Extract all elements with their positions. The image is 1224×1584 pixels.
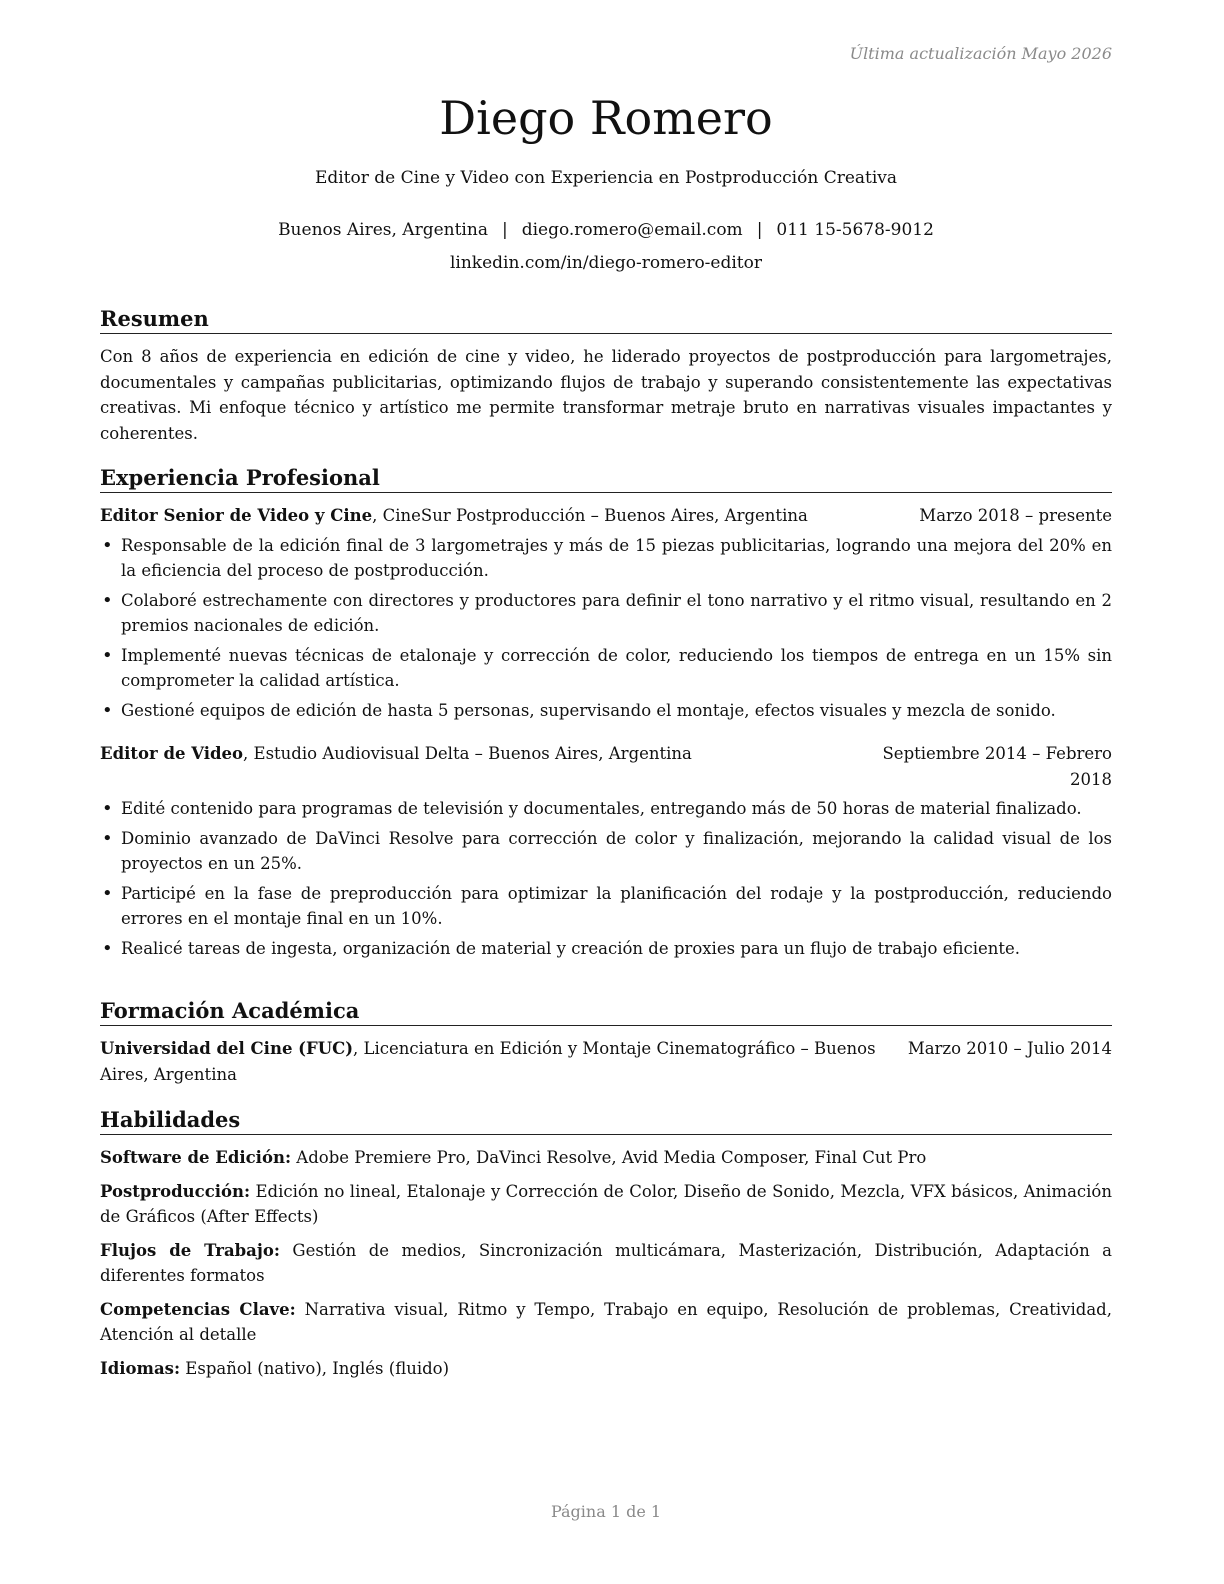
education-dates: Marzo 2010 – Julio 2014 <box>907 1039 1112 1058</box>
list-item: • Dominio avanzado de DaVinci Resolve para corrección de color y finalización, mejorando la calidad visual de los proyectos en un 25%. <box>100 826 1112 877</box>
job-bullets <box>100 796 1112 961</box>
page-number: Página 1 de 1 <box>550 1502 662 1521</box>
summary-section <box>100 305 1112 446</box>
job-header <box>100 741 1112 792</box>
list-item: • Implementé nuevas técnicas de etalonaje y corrección de color, reduciendo los tiempos de entrega en un 15% sin comprometer la calidad artística. <box>100 643 1112 694</box>
last-updated: Última actualización Mayo 2026 <box>849 44 1112 63</box>
skill-row <box>100 1145 1112 1171</box>
skill-value: Edición no lineal, Etalonaje y Corrección de Color, Diseño de Sonido, Mezcla, VFX básicos, Animación de Gráficos (After Effects) <box>100 1181 1112 1226</box>
list-item: • Realicé tareas de ingesta, organización de material y creación de proxies para un flujo de trabajo eficiente. <box>100 936 1112 962</box>
skill-label: Software de Edición: <box>100 1148 292 1167</box>
skill-value: Español (nativo), Inglés (fluido) <box>180 1358 450 1378</box>
list-item: • Gestioné equipos de edición de hasta 5 personas, supervisando el montaje, efectos visuales y mezcla de sonido. <box>100 698 1112 724</box>
job-role: Editor Senior de Video y Cine <box>100 506 373 525</box>
candidate-name: Diego Romero <box>439 91 773 145</box>
job-dates: Marzo 2018 – presente <box>919 506 1112 525</box>
job-entry <box>100 741 1112 961</box>
skill-label: Flujos de Trabajo: <box>100 1240 280 1260</box>
phone-number: 011 15-5678-9012 <box>776 220 934 240</box>
education-section <box>100 997 1112 1091</box>
job-role: Editor de Video <box>100 744 244 763</box>
skill-label: Idiomas: <box>100 1358 181 1378</box>
location: Buenos Aires, Argentina <box>278 220 488 240</box>
skill-value: Gestión de medios, Sincronización multicámara, Masterización, Distribución, Adaptación a diferentes formatos <box>100 1240 1112 1285</box>
section-title-experience: Experiencia Profesional <box>100 464 1112 493</box>
skill-label: Competencias Clave: <box>100 1299 296 1319</box>
job-company: , CineSur Postproducción – Buenos Aires, Argentina <box>372 506 808 525</box>
skill-row <box>100 1179 1112 1230</box>
job-dates: Septiembre 2014 – Febrero 2018 <box>882 744 1112 789</box>
section-title-skills: Habilidades <box>100 1106 1112 1135</box>
list-item: • Colaboré estrechamente con directores y productores para definir el tono narrativo y el ritmo visual, resultando en 2 premios nacionales de edición. <box>100 588 1112 639</box>
skills-section <box>100 1106 1112 1389</box>
skill-value: Adobe Premiere Pro, DaVinci Resolve, Avid Media Composer, Final Cut Pro <box>291 1148 927 1167</box>
experience-section <box>100 464 1112 965</box>
contact-line <box>100 220 1112 240</box>
education-entry <box>100 1036 1112 1087</box>
skill-label: Postproducción: <box>100 1181 251 1201</box>
summary-text: Con 8 años de experiencia en edición de cine y video, he liderado proyectos de postproducción para largometrajes, documentales y campañas publicitarias, optimizando flujos de trabajo y superando consistentemente las expectativas creativas. Mi enfoque técnico y artístico me permite transformar metraje bruto en narrativas visuales impactantes y coherentes. <box>100 347 1112 443</box>
list-item: • Edité contenido para programas de televisión y documentales, entregando más de 50 horas de material finalizado. <box>100 796 1112 822</box>
separator: | <box>756 220 763 240</box>
section-title-summary: Resumen <box>100 305 1112 334</box>
linkedin-link[interactable]: linkedin.com/in/diego-romero-editor <box>449 253 763 273</box>
job-entry <box>100 503 1112 723</box>
skill-row <box>100 1356 1112 1382</box>
separator: | <box>501 220 508 240</box>
professional-headline: Editor de Cine y Video con Experiencia en Postproducción Creativa <box>314 168 898 188</box>
skill-value: Narrativa visual, Ritmo y Tempo, Trabajo en equipo, Resolución de problemas, Creatividad, Atención al detalle <box>100 1299 1112 1344</box>
school-name: Universidad del Cine (FUC) <box>100 1039 354 1058</box>
list-item: • Participé en la fase de preproducción para optimizar la planificación del rodaje y la postproducción, reduciendo errores en el montaje final en un 10%. <box>100 881 1112 932</box>
job-bullets <box>100 533 1112 724</box>
section-title-education: Formación Académica <box>100 997 1112 1026</box>
list-item: • Responsable de la edición final de 3 largometrajes y más de 15 piezas publicitarias, logrando una mejora del 20% en la eficiencia del proceso de postproducción. <box>100 533 1112 584</box>
skill-row <box>100 1238 1112 1289</box>
job-header <box>100 503 1112 529</box>
skill-row <box>100 1297 1112 1348</box>
email-link[interactable]: diego.romero@email.com <box>521 220 743 240</box>
degree: , Licenciatura en Edición y Montaje Cinematográfico – Buenos Aires, Argentina <box>100 1039 876 1084</box>
job-company: , Estudio Audiovisual Delta – Buenos Aires, Argentina <box>243 744 692 763</box>
